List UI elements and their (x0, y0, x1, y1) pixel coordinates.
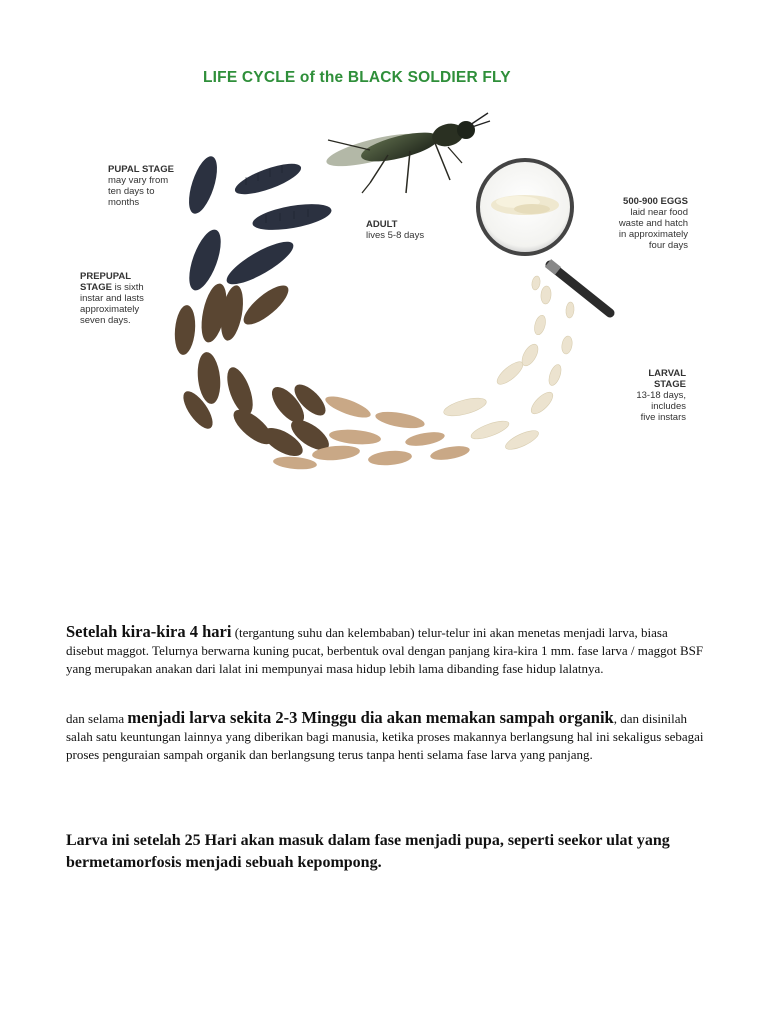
larval-stage-label (610, 357, 686, 423)
paragraph1-lead: Setelah kira-kira 4 hari (66, 622, 232, 641)
prepupal-stage-text: is sixth instar and lasts approximately seven days. (80, 282, 144, 326)
prepupae-icons (173, 279, 334, 461)
eggs-text: laid near food waste and hatch in approximately four days (618, 207, 688, 251)
prepupal-stage-heading: PREPUPAL STAGE (80, 271, 132, 293)
eggs-label (596, 185, 688, 251)
pupal-stage-label (108, 153, 174, 208)
paragraph-pupa-stage: Larva ini setelah 25 Hari akan masuk dalam fase menjadi pupa, seperti seekor ulat yang bermetamorfosis menjadi sebuah kepompong. (66, 832, 670, 871)
paragraph2-pre: dan selama (66, 711, 128, 726)
adult-text: lives 5-8 days (366, 230, 425, 241)
pupal-stage-text: may vary from ten days to months (108, 175, 169, 208)
adult-label (366, 208, 424, 241)
early-larvae-icons (442, 275, 575, 453)
prepupal-stage-label (80, 260, 144, 326)
larval-stage-text: 13-18 days, includes five instars (636, 390, 686, 423)
eggs-heading: 500-900 EGGS (623, 196, 688, 207)
figure-title: LIFE CYCLE of the BLACK SOLDIER FLY (203, 69, 511, 86)
life-cycle-figure (70, 55, 720, 495)
paragraph2-lead: menjadi larva sekita 2-3 Minggu dia akan memakan sampah organik (127, 708, 614, 727)
life-cycle-illustration (70, 55, 720, 495)
paragraph1-body: (tergantung suhu dan kelembaban) telur-telur ini akan menetas menjadi larva, biasa disebut maggot. Telurnya berwarna kuning pucat, berbentuk oval dengan panjang kira-kira 1 mm. fase larva / maggot BSF yang merupakan anakan dari lalat ini mempunyai masa hidup lebih lama dibanding fase hidup lalatnya. (66, 625, 704, 676)
larval-stage-heading: LARVAL STAGE (648, 368, 686, 390)
pupal-stage-heading: PUPAL STAGE (108, 164, 174, 175)
paragraph2-body: , dan disinilah salah satu keuntungan lainnya yang diberikan bagi manusia, ketika proses makannya berlangsung hal ini sekaligus sebagai proses penguraian sampah organik dan berlangsung terus tanpa henti selama fase larva yang panjang. (66, 711, 704, 762)
adult-fly-icon (324, 113, 490, 193)
adult-heading: ADULT (366, 219, 398, 230)
paragraph-larva-feeding (66, 709, 706, 764)
paragraph-eggs-hatching (66, 623, 706, 678)
